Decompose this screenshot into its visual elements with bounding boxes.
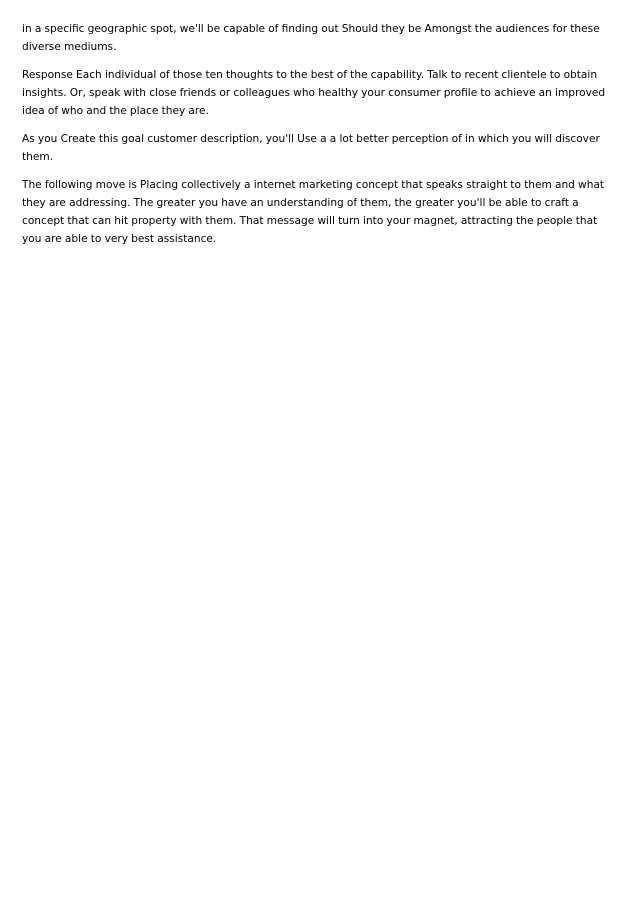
paragraph-3: As you Create this goal customer description, you'll Use a a lot better perception of in which you will discover them.: [22, 133, 600, 163]
document-body: [22, 20, 618, 258]
paragraph-2: Response Each individual of those ten thoughts to the best of the capability. Talk to recent clientele to obtain insights. Or, speak with close friends or colleagues who healthy your consumer profile to achieve an improved idea of who and the place they are.: [22, 69, 606, 117]
paragraph-4: The following move is Placing collectively a internet marketing concept that speaks straight to them and what they are addressing. The greater you have an understanding of them, the greater you'll be able to craft a concept that can hit property with them. That message will turn into your magnet, attracting the people that you are able to very best assistance.: [22, 179, 605, 245]
paragraph-1: in a specific geographic spot, we'll be capable of finding out Should they be Amongst the audiences for these diverse mediums.: [22, 23, 600, 53]
